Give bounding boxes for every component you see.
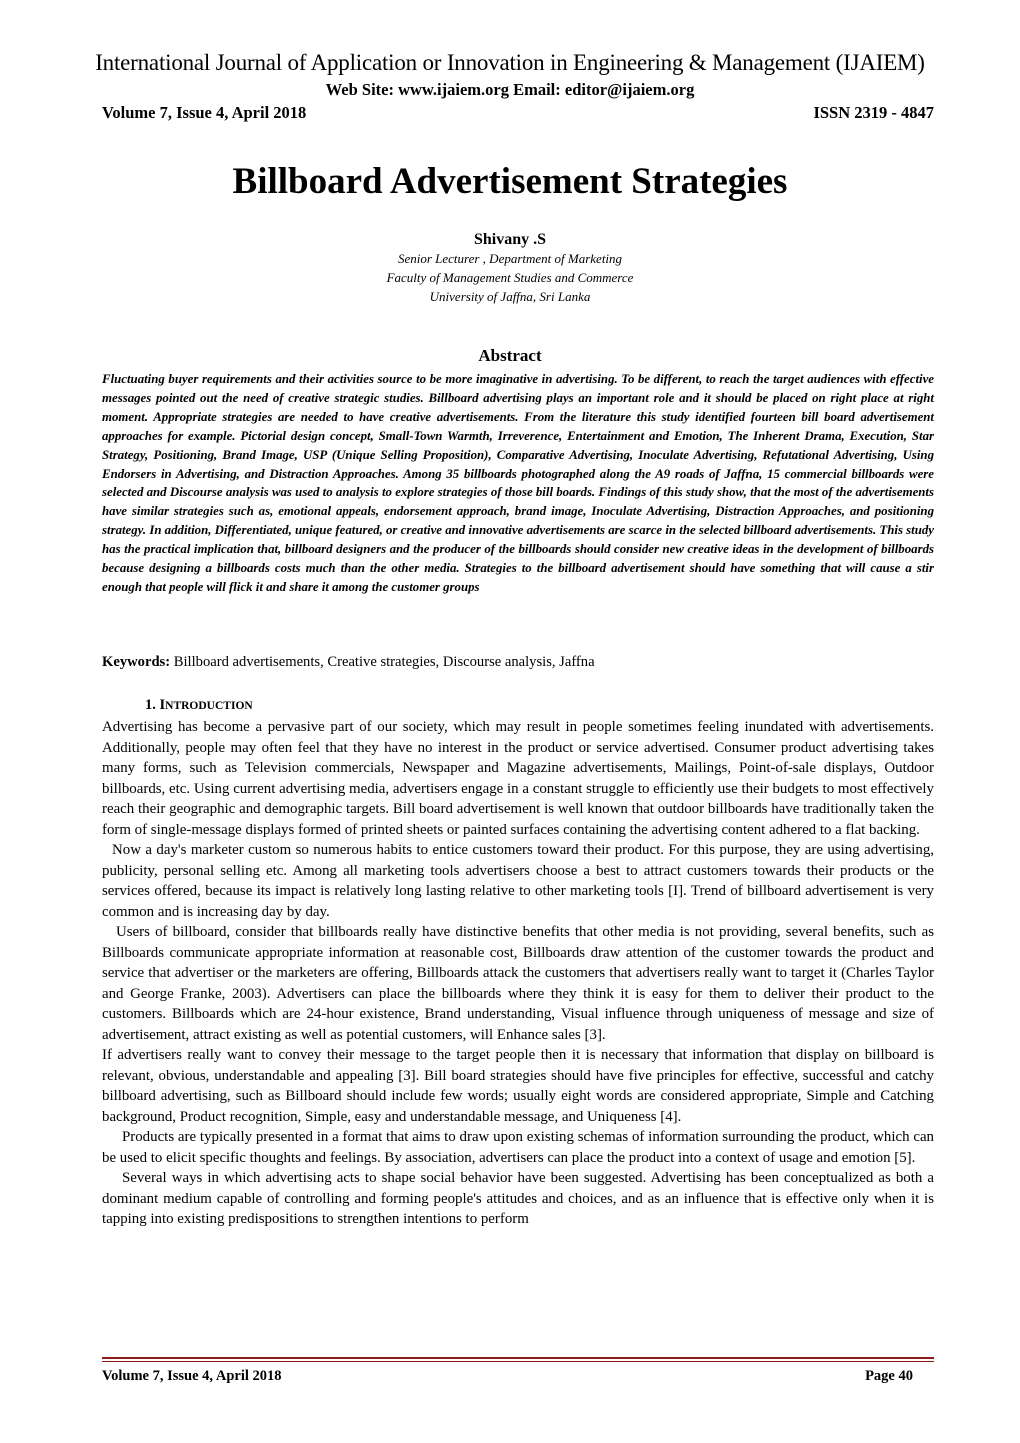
abstract-text: Fluctuating buyer requirements and their activities source to be more imaginative in advertising. To be different, to reach the target audiences with effective messages pointed out the need of creative strategic studies. Billboard advertising plays an important role and it should be placed on right place at right moment. Appropriate strategies are needed to have creative advertisements. From the literature this study identified fourteen bill board advertisement approaches for example. Pictorial design concept, Small-Town Warmth, Irreverence, Entertainment and Emotion, The Inherent Drama, Execution, Star Strategy, Positioning, Brand Image, USP (Unique Selling Proposition), Comparative Advertising, Inoculate Advertising, Refutational Advertising, Using Endorsers in Advertising, and Distraction Approaches. Among 35 billboards photographed along the A9 roads of Jaffna, 15 commercial billboards were selected and Discourse analysis was used to analysis to explore strategies of those bill boards. Findings of this study show, that the most of the advertisements have similar strategies such as, emotional appeals, endorsement approach, brand image, Inoculate Advertising, Distraction Approaches, and positioning strategy. In addition, Differentiated, unique featured, or creative and innovative advertisements are scarce in the selected billboard advertisements. This study has the practical implication that, billboard designers and the producer of the billboards should consider new creative ideas in the development of billboards because designing a billboards costs much than the other media. Strategies to the billboard advertisement should have something that will cause a stir enough that people will flick it and share it among the customer groups — [102, 372, 934, 594]
section-number: 1. I — [145, 697, 166, 713]
author-affiliation-line: Senior Lecturer , Department of Marketing — [397, 251, 623, 266]
body-paragraph: Users of billboard, consider that billboards really have distinctive benefits that other media is not providing, several benefits, such as Billboards communicate appropriate information at reasonable cost, Billboards draw attention of the customer towards the product and service that advertiser or the marketers are offering, Billboards attack the customers that advertisers really want to target it (Charles Taylor and George Franke, 2003). Advertisers can place the billboards where they think it is easy for them to deliver their product to the customers. Billboards which are 24-hour existence, Brand understanding, Visual influence through uniqueness of message and size of advertisement, attract existing as well as potential customers, will Enhance sales [3]. — [102, 924, 934, 1043]
footer-rule-thin — [102, 1361, 934, 1362]
footer-rule-thick — [102, 1357, 934, 1359]
page-number: Page 40 — [865, 1368, 913, 1384]
footer-volume: Volume 7, Issue 4, April 2018 — [102, 1368, 282, 1384]
header-volume: Volume 7, Issue 4, April 2018 — [102, 103, 307, 122]
keywords — [102, 654, 934, 671]
abstract-heading: Abstract — [478, 346, 542, 365]
journal-website: Web Site: www.ijaiem.org Email: editor@ijaiem.org — [325, 80, 695, 99]
author-name: Shivany .S — [473, 231, 547, 248]
author-affiliation-line: University of Jaffna, Sri Lanka — [429, 289, 591, 304]
body-paragraph: If advertisers really want to convey their message to the target people then it is necessary that information that display on billboard is relevant, obvious, understandable and appealing [3]. Bill board strategies should have five principles for effective, successful and catchy billboard advertising, such as Billboard should include few words; usually eight words are considered appropriate, Simple and Catching background, Product recognition, Simple, easy and understandable message, and Uniqueness [4]. — [102, 1047, 934, 1125]
section-heading — [145, 697, 253, 714]
body-paragraph: Now a day's marketer custom so numerous habits to entice customers toward their product. For this purpose, they are using advertising, publicity, personal selling etc. Among all marketing tools advertisers choose a best to attract customers towards their products or the services offered, because its impact is relatively long lasting relative to other marketing tools [I]. Trend of billboard advertisement is very common and is increasing day by day. — [102, 842, 934, 920]
body-paragraph: Products are typically presented in a format that aims to draw upon existing schemas of information surrounding the product, which can be used to elicit specific thoughts and feelings. By association, advertisers can place the product into a context of usage and emotion [5]. — [102, 1129, 934, 1166]
section-body — [102, 717, 934, 1230]
keywords-label: Keywords: — [102, 654, 171, 670]
author-affiliation-line: Faculty of Management Studies and Commerce — [386, 270, 634, 285]
journal-name: International Journal of Application or Innovation in Engineering & Management (IJAIEM) — [95, 50, 925, 75]
paper-title: Billboard Advertisement Strategies — [232, 161, 788, 202]
body-paragraph: Advertising has become a pervasive part of our society, which may result in people sometimes feeling inundated with advertisements. Additionally, people may often feel that they have no interest in the product or service advertised. Consumer product advertising takes many forms, such as Television commercials, Newspaper and Magazine advertisements, Mailings, Point-of-sale displays, Outdoor billboards, etc. Using current advertising media, advertisers engage in a constant struggle to efficiently use their budgets to most effectively reach their geographic and demographic targets. Bill board advertisement is well known that outdoor billboards have traditionally taken the form of single-message displays formed of printed sheets or painted surfaces containing the advertising content adhered to a flat backing. — [102, 719, 934, 838]
header-issn: ISSN 2319 - 4847 — [813, 103, 934, 122]
body-paragraph: Several ways in which advertising acts to shape social behavior have been suggested. Advertising has been conceptualized as both a dominant medium capable of controlling and forming people's attitudes and choices, and as an influence that is effective only when it is tapping into existing predispositions to strengthen intentions to perform — [102, 1170, 934, 1227]
section-title: NTRODUCTION — [165, 700, 253, 712]
keywords-list: Billboard advertisements, Creative strategies, Discourse analysis, Jaffna — [173, 654, 595, 670]
